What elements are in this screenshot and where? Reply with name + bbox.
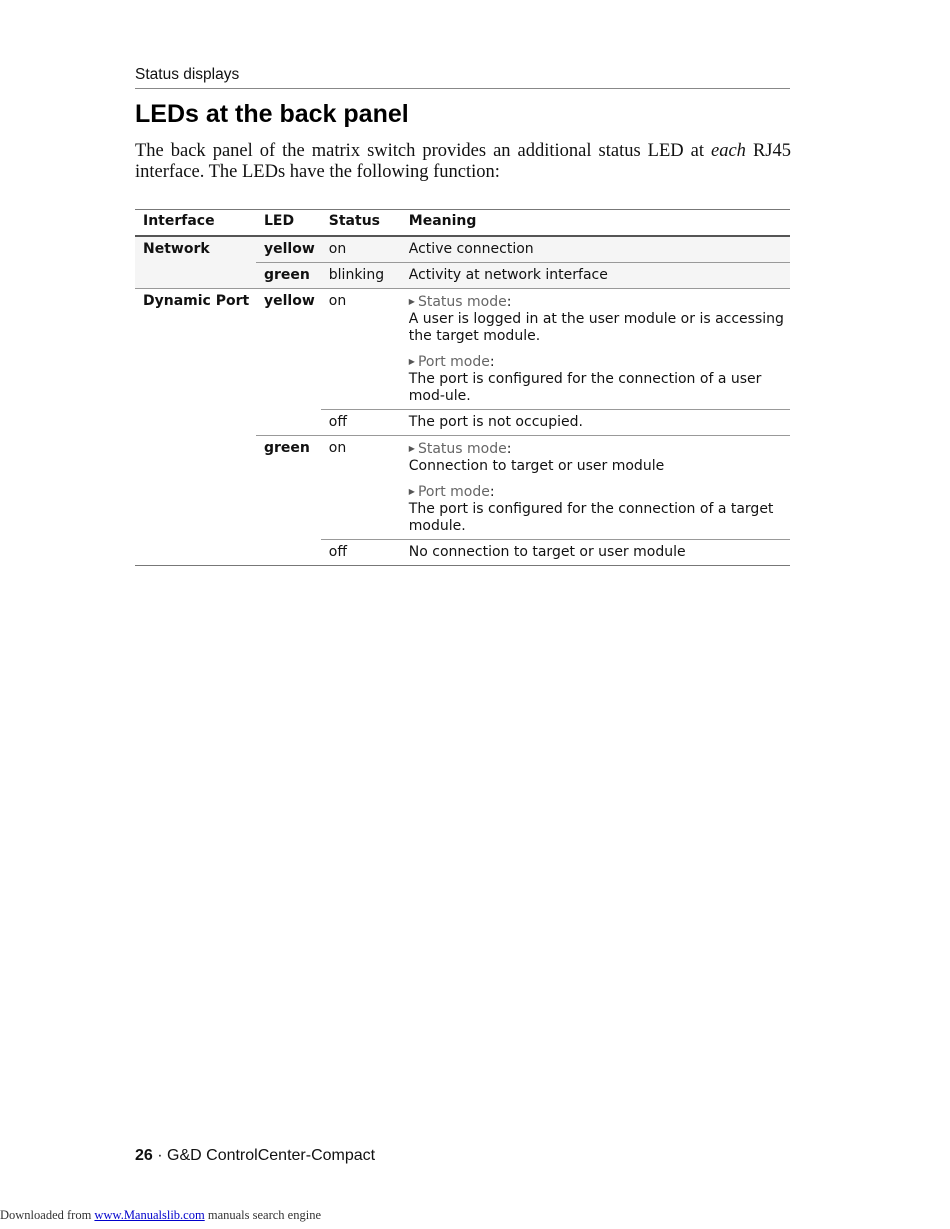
led-dynamic-yellow: yellow — [256, 289, 321, 436]
meaning-network-green: Activity at network interface — [401, 263, 790, 289]
status-dynamic-green-off: off — [321, 540, 401, 566]
port-mode-block: ▶ Port mode: The port is configured for the connection of a target module. — [408, 484, 774, 534]
led-network-green: green — [256, 263, 321, 289]
meaning-network-yellow: Active connection — [401, 236, 790, 263]
meaning-dynamic-green-off: No connection to target or user module — [401, 540, 790, 566]
intro-text-1: The back panel of the matrix switch provides an additional status LED at — [135, 141, 711, 161]
status-mode-label — [409, 441, 507, 457]
triangle-right-icon: ▶ — [408, 487, 415, 496]
port-mode-label-text: Port mode — [417, 354, 490, 370]
port-mode-label-text: Port mode — [417, 484, 490, 500]
status-mode-block: ▶ Status mode: A user is logged in at the user module or is accessing the target module. — [408, 294, 784, 344]
intro-emphasis: each — [711, 141, 746, 161]
header-interface: Interface — [135, 210, 256, 237]
running-header-title: Status displays — [135, 66, 240, 83]
status-mode-label — [409, 294, 507, 310]
status-mode-label-text: Status mode — [417, 441, 507, 457]
download-suffix: manuals search engine — [204, 1208, 321, 1222]
footer-product: G&D ControlCenter-Compact — [167, 1147, 376, 1164]
download-prefix: Downloaded from — [0, 1208, 95, 1222]
status-dynamic-yellow-on: on — [321, 289, 401, 410]
status-mode-text: Connection to target or user module — [408, 458, 665, 474]
port-mode-label — [409, 484, 490, 500]
status-mode-text: A user is logged in at the user module or is accessing the target module. — [408, 311, 784, 344]
table-row — [135, 236, 790, 263]
led-function-table — [135, 209, 790, 566]
page-footer — [135, 1147, 375, 1165]
table-row — [135, 289, 790, 410]
table-header-row — [135, 210, 790, 237]
running-header — [135, 66, 790, 89]
led-dynamic-green: green — [256, 436, 321, 566]
download-note — [0, 1208, 321, 1223]
port-mode-label — [409, 354, 490, 370]
status-mode-block: ▶ Status mode: Connection to target or user module — [408, 441, 665, 474]
footer-separator: · — [152, 1147, 168, 1164]
meaning-dynamic-green-on — [401, 436, 790, 540]
meaning-dynamic-yellow-on — [401, 289, 790, 410]
triangle-right-icon: ▶ — [408, 357, 415, 366]
page-number: 26 — [135, 1147, 153, 1164]
status-dynamic-green-on: on — [321, 436, 401, 540]
port-mode-text: The port is configured for the connection of a target module. — [408, 501, 774, 534]
status-network-yellow: on — [321, 236, 401, 263]
meaning-dynamic-yellow-off: The port is not occupied. — [401, 410, 790, 436]
triangle-right-icon: ▶ — [408, 297, 415, 306]
header-led: LED — [256, 210, 321, 237]
header-meaning: Meaning — [401, 210, 790, 237]
port-mode-text: The port is configured for the connection of a user mod-ule. — [408, 371, 762, 404]
header-status: Status — [321, 210, 401, 237]
intro-paragraph — [135, 141, 791, 183]
interface-network: Network — [135, 236, 256, 289]
intro-text-2: RJ45 interface. The LEDs have the following function: — [135, 141, 791, 182]
led-network-yellow: yellow — [256, 236, 321, 263]
status-mode-label-text: Status mode — [417, 294, 507, 310]
status-network-green: blinking — [321, 263, 401, 289]
manualslib-link[interactable]: www.Manualslib.com — [94, 1208, 205, 1222]
status-dynamic-yellow-off: off — [321, 410, 401, 436]
interface-dynamic-port: Dynamic Port — [135, 289, 256, 566]
page-title: LEDs at the back panel — [135, 100, 409, 128]
triangle-right-icon: ▶ — [408, 444, 415, 453]
port-mode-block: ▶ Port mode: The port is configured for the connection of a user mod-ule. — [408, 354, 762, 404]
